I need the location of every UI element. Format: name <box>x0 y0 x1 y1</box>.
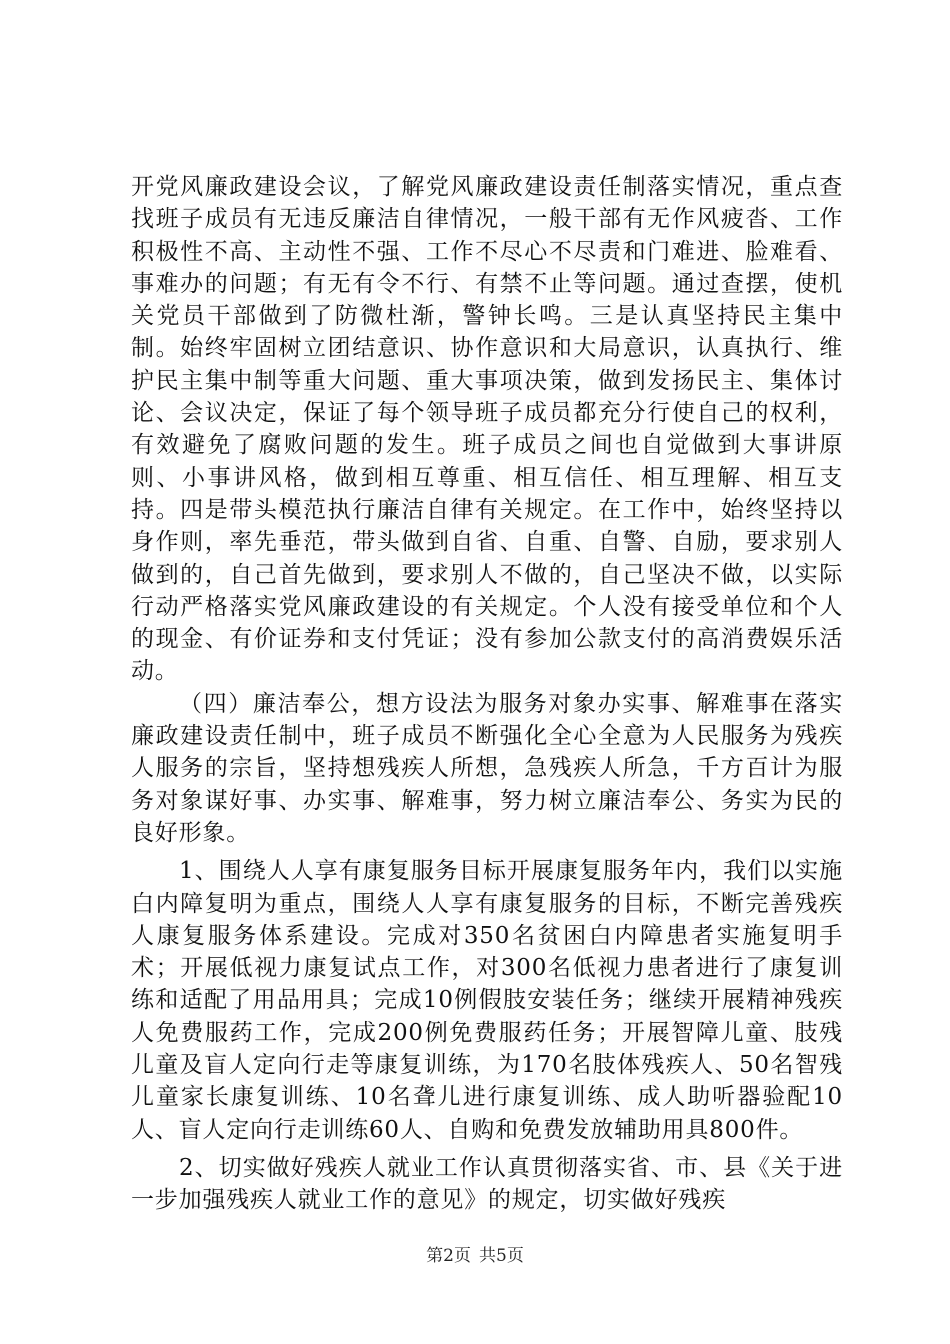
document-body <box>131 171 843 1217</box>
paragraph-1: 开党风廉政建设会议，了解党风廉政建设责任制落实情况，重点查找班子成员有无违反廉洁自律情况，一般干部有无作风疲沓、工作积极性不高、主动性不强、工作不尽心不尽责和门难进、脸难看、事难办的问题；有无有令不行、有禁不止等问题。通过查摆，使机关党员干部做到了防微杜渐，警钟长鸣。三是认真坚持民主集中制。始终牢固树立团结意识、协作意识和大局意识，认真执行、维护民主集中制等重大问题、重大事项决策，做到发扬民主、集体讨论、会议决定，保证了每个领导班子成员都充分行使自己的权利，有效避免了腐败问题的发生。班子成员之间也自觉做到大事讲原则、小事讲风格，做到相互尊重、相互信任、相互理解、相互支持。四是带头模范执行廉洁自律有关规定。在工作中，始终坚持以身作则，率先垂范，带头做到自省、自重、自警、自励，要求别人做到的，自己首先做到，要求别人不做的，自己坚决不做，以实际行动严格落实党风廉政建设的有关规定。个人没有接受单位和个人的现金、有价证券和支付凭证；没有参加公款支付的高消费娱乐活动。 <box>131 174 843 685</box>
page-footer <box>0 1241 950 1266</box>
page-total: 共5页 <box>479 1246 524 1266</box>
page-number: 第2页 <box>426 1246 471 1266</box>
paragraph-4: 2、切实做好残疾人就业工作认真贯彻落实省、市、县《关于进一步加强残疾人就业工作的意见》的规定，切实做好残疾 <box>131 1154 843 1214</box>
paragraph-2: （四）廉洁奉公，想方设法为服务对象办实事、解难事在落实廉政建设责任制中，班子成员不断强化全心全意为人民服务为残疾人服务的宗旨，坚持想残疾人所想，急残疾人所急，千方百计为服务对象谋好事、办实事、解难事，努力树立廉洁奉公、务实为民的良好形象。 <box>131 690 843 846</box>
paragraph-3: 1、围绕人人享有康复服务目标开展康复服务年内，我们以实施白内障复明为重点，围绕人人享有康复服务的目标，不断完善残疾人康复服务体系建设。完成对350名贫困白内障患者实施复明手术；开展低视力康复试点工作，对300名低视力患者进行了康复训练和适配了用品用具；完成10例假肢安装任务；继续开展精神残疾人免费服药工作，完成200例免费服药任务；开展智障儿童、肢残儿童及盲人定向行走等康复训练，为170名肢体残疾人、50名智残儿童家长康复训练、10名聋儿进行康复训练、成人助听器验配10人、盲人定向行走训练60人、自购和免费发放辅助用具800件。 <box>131 858 843 1143</box>
